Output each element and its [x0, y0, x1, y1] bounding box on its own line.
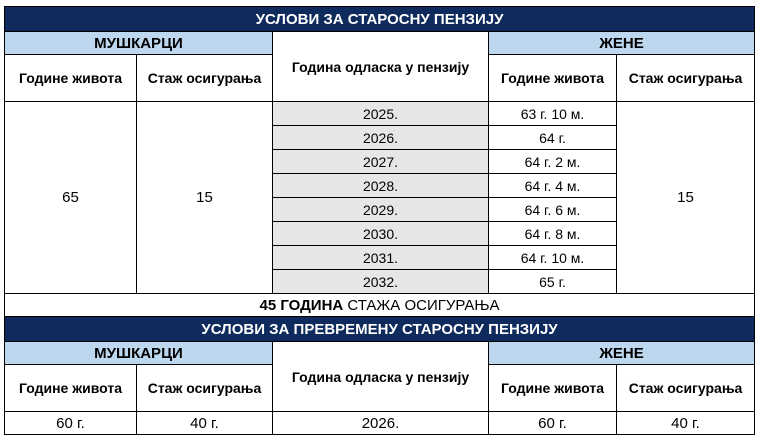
- regular-men-age-header: Године живота: [5, 55, 137, 102]
- year-cell: 2027.: [273, 150, 489, 174]
- women-age-cell: 65 г.: [489, 270, 617, 294]
- women-age-cell: 64 г. 4 м.: [489, 174, 617, 198]
- regular-women-header: ЖЕНЕ: [489, 32, 755, 55]
- early-year-value: 2026.: [273, 412, 489, 435]
- year-cell: 2026.: [273, 126, 489, 150]
- pension-conditions-document: [4, 6, 754, 435]
- year-cell: 2031.: [273, 246, 489, 270]
- early-men-insurance-value: 40 г.: [137, 412, 273, 435]
- regular-women-insurance-value: 15: [617, 102, 755, 294]
- regular-men-insurance-value: 15: [137, 102, 273, 294]
- table-row: [5, 412, 755, 435]
- women-age-cell: 64 г. 10 м.: [489, 246, 617, 270]
- year-cell: 2032.: [273, 270, 489, 294]
- early-women-header: ЖЕНЕ: [489, 342, 755, 365]
- insurance-note-rest: СТАЖА ОСИГУРАЊА: [343, 296, 500, 314]
- early-men-header: МУШКАРЦИ: [5, 342, 273, 365]
- early-women-age-header: Године живота: [489, 365, 617, 412]
- early-women-insurance-value: 40 г.: [617, 412, 755, 435]
- women-age-cell: 64 г.: [489, 126, 617, 150]
- women-age-cell: 64 г. 6 м.: [489, 198, 617, 222]
- insurance-note-bold: 45 ГОДИНА: [259, 296, 344, 314]
- pension-conditions-table: [4, 6, 755, 435]
- regular-women-insurance-header: Стаж осигурања: [617, 55, 755, 102]
- early-men-age-header: Године живота: [5, 365, 137, 412]
- regular-women-age-header: Године живота: [489, 55, 617, 102]
- women-age-cell: 63 г. 10 м.: [489, 102, 617, 126]
- regular-year-header: Година одласка у пензију: [273, 32, 489, 102]
- early-women-age-value: 60 г.: [489, 412, 617, 435]
- regular-men-header: МУШКАРЦИ: [5, 32, 273, 55]
- insurance-note: [5, 294, 755, 317]
- women-age-cell: 64 г. 8 м.: [489, 222, 617, 246]
- table-row: [5, 102, 755, 126]
- year-cell: 2030.: [273, 222, 489, 246]
- women-age-cell: 64 г. 2 м.: [489, 150, 617, 174]
- early-year-header: Година одласка у пензију: [273, 342, 489, 412]
- year-cell: 2029.: [273, 198, 489, 222]
- early-men-insurance-header: Стаж осигурања: [137, 365, 273, 412]
- regular-men-insurance-header: Стаж осигурања: [137, 55, 273, 102]
- early-men-age-value: 60 г.: [5, 412, 137, 435]
- early-women-insurance-header: Стаж осигурања: [617, 365, 755, 412]
- regular-men-age-value: 65: [5, 102, 137, 294]
- regular-pension-title: УСЛОВИ ЗА СТАРОСНУ ПЕНЗИЈУ: [5, 7, 755, 32]
- year-cell: 2025.: [273, 102, 489, 126]
- early-pension-title: УСЛОВИ ЗА ПРЕВРЕМЕНУ СТАРОСНУ ПЕНЗИЈУ: [5, 317, 755, 342]
- year-cell: 2028.: [273, 174, 489, 198]
